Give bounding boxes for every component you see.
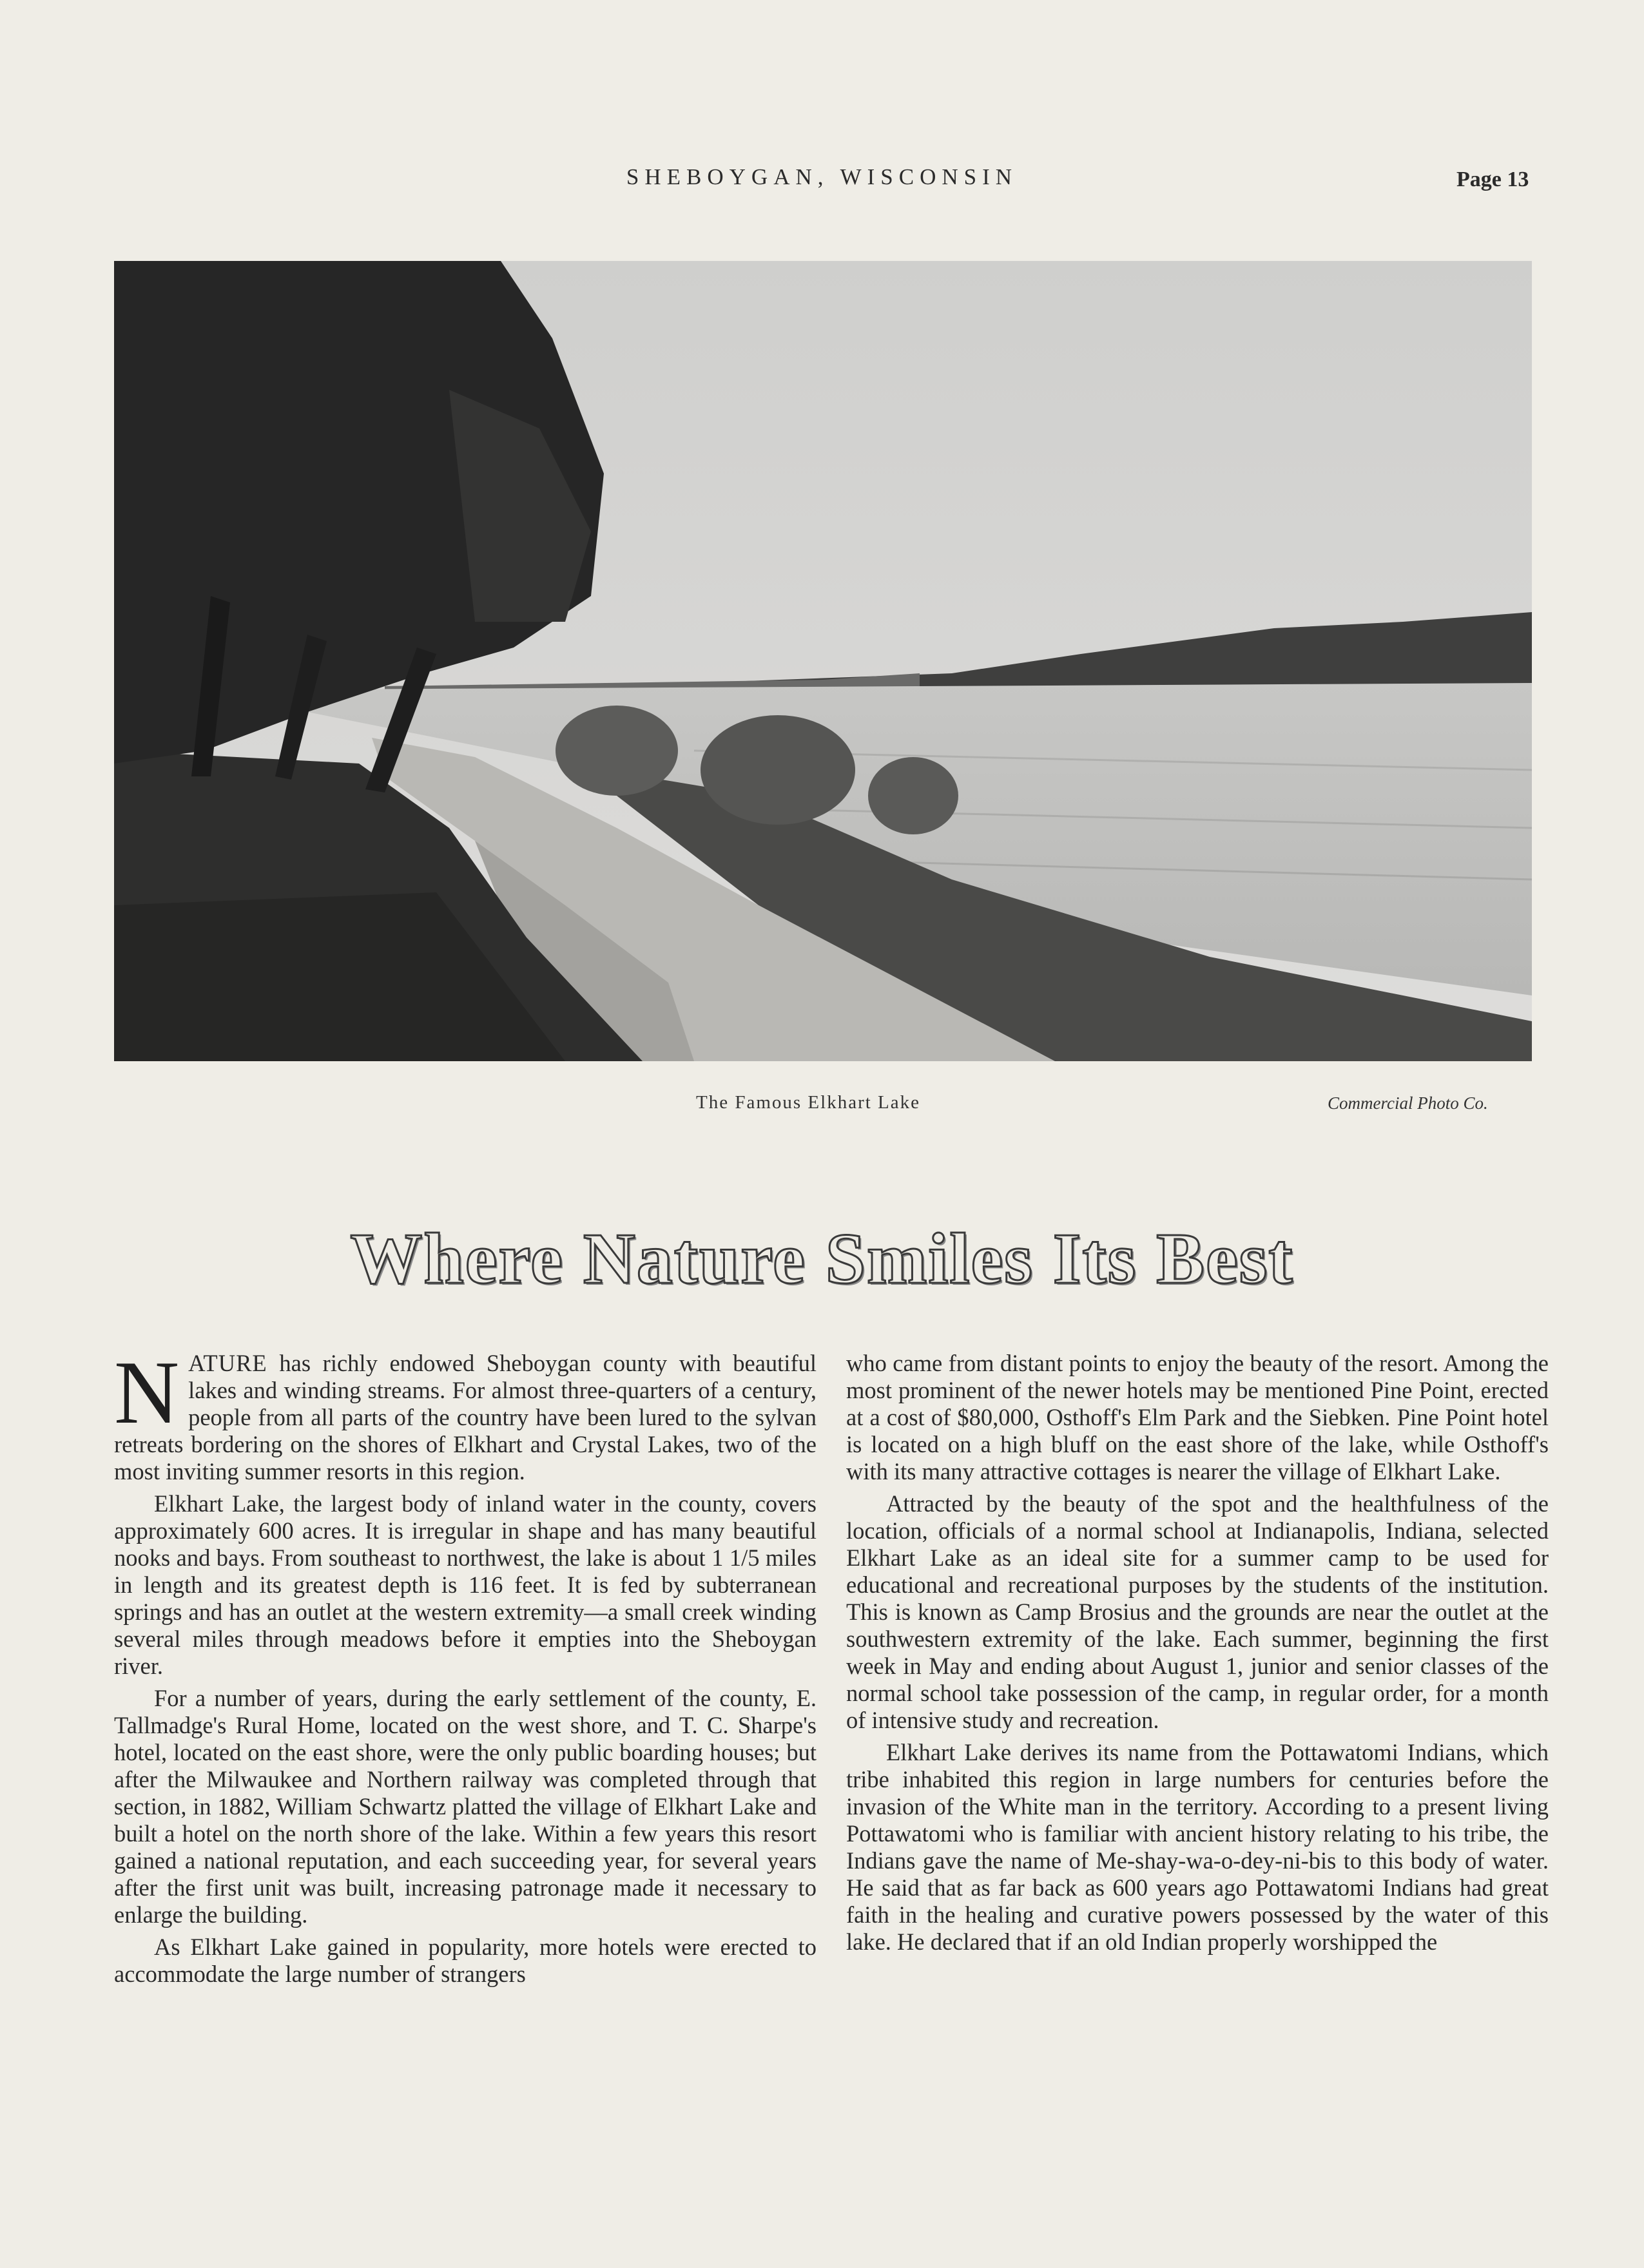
lead-in-caps: ATURE bbox=[188, 1350, 267, 1376]
drop-cap: N bbox=[114, 1343, 180, 1443]
lake-scene-illustration bbox=[114, 261, 1532, 1061]
article-headline: Where Nature Smiles Its Best bbox=[350, 1219, 1294, 1299]
article-paragraph: Elkhart Lake, the largest body of inland water in the county, covers approximately 600 acres. It is irregular in shape and has many beautiful nooks and bays. From southeast to northwest, the lake is about 1 1/5 miles in length and its greatest depth is 116 feet. It is fed by subterranean springs and has an outlet at the western extremity—a small creek winding several miles through meadows before it empties into the Sheboygan river. bbox=[114, 1490, 817, 1679]
running-header: SHEBOYGAN, WISCONSIN bbox=[626, 164, 1018, 189]
article-paragraph bbox=[114, 1343, 817, 1485]
page-number: Page 13 bbox=[1456, 168, 1529, 191]
article-column-right bbox=[846, 1350, 1549, 1961]
article-paragraph: For a number of years, during the early settlement of the county, E. Tallmadge's Rural Home, located on the west shore, and T. C. Sharpe's hotel, located on the east shore, were the only public boarding houses; but after the Milwaukee and Northern railway was completed through that section, in 1882, William Schwartz platted the village of Elkhart Lake and built a hotel on the north shore of the lake. Within a few years this resort gained a national reputation, and each succeeding year, for several years after the first unit was built, increasing patronage made it necessary to enlarge the building. bbox=[114, 1685, 817, 1928]
photo-credit: Commercial Photo Co. bbox=[1328, 1093, 1488, 1113]
article-paragraph: As Elkhart Lake gained in popularity, more hotels were erected to accommodate the large number of strangers bbox=[114, 1934, 817, 1987]
article-paragraph: who came from distant points to enjoy the beauty of the resort. Among the most prominent of the newer hotels may be mentioned Pine Point, erected at a cost of $80,000, Osthoff's Elm Park and the Siebken. Pine Point hotel is located on a high bluff on the east shore of the lake, while Osthoff's with its many attractive cottages is nearer the village of Elkhart Lake. bbox=[846, 1350, 1549, 1485]
lake-photograph bbox=[114, 261, 1532, 1061]
paragraph-text: has richly endowed Sheboygan county with beautiful lakes and winding streams. For almost three-quarters of a century, people from all parts of the country have been lured to the sylvan retreats bordering on the shores of Elkhart and Crystal Lakes, two of the most inviting summer resorts in this region. bbox=[114, 1350, 817, 1485]
photo-caption: The Famous Elkhart Lake bbox=[696, 1092, 920, 1113]
article-paragraph: Attracted by the beauty of the spot and the healthfulness of the location, officials of a normal school at Indianapolis, Indiana, selected Elkhart Lake as an ideal site for a summer camp to be used for educational and recreational purposes by the students of the institution. This is known as Camp Brosius and the grounds are near the outlet at the southwestern extremity of the lake. Each summer, beginning the first week in May and ending about August 1, junior and senior classes of the normal school take possession of the camp, in regular order, for a month of intensive study and recreation. bbox=[846, 1490, 1549, 1733]
article-paragraph: Elkhart Lake derives its name from the Pottawatomi Indians, which tribe inhabited this region in large numbers for centuries before the invasion of the White man in the territory. According to a present living Pottawatomi who is familiar with ancient history relating to his tribe, the Indians gave the name of Me-shay-wa-o-dey-ni-bis to this body of water. He said that as far back as 600 years ago Pottawatomi Indians had great faith in the healing and curative powers possessed by the water of this lake. He declared that if an old Indian properly worshipped the bbox=[846, 1739, 1549, 1955]
article-column-left bbox=[114, 1343, 817, 1993]
